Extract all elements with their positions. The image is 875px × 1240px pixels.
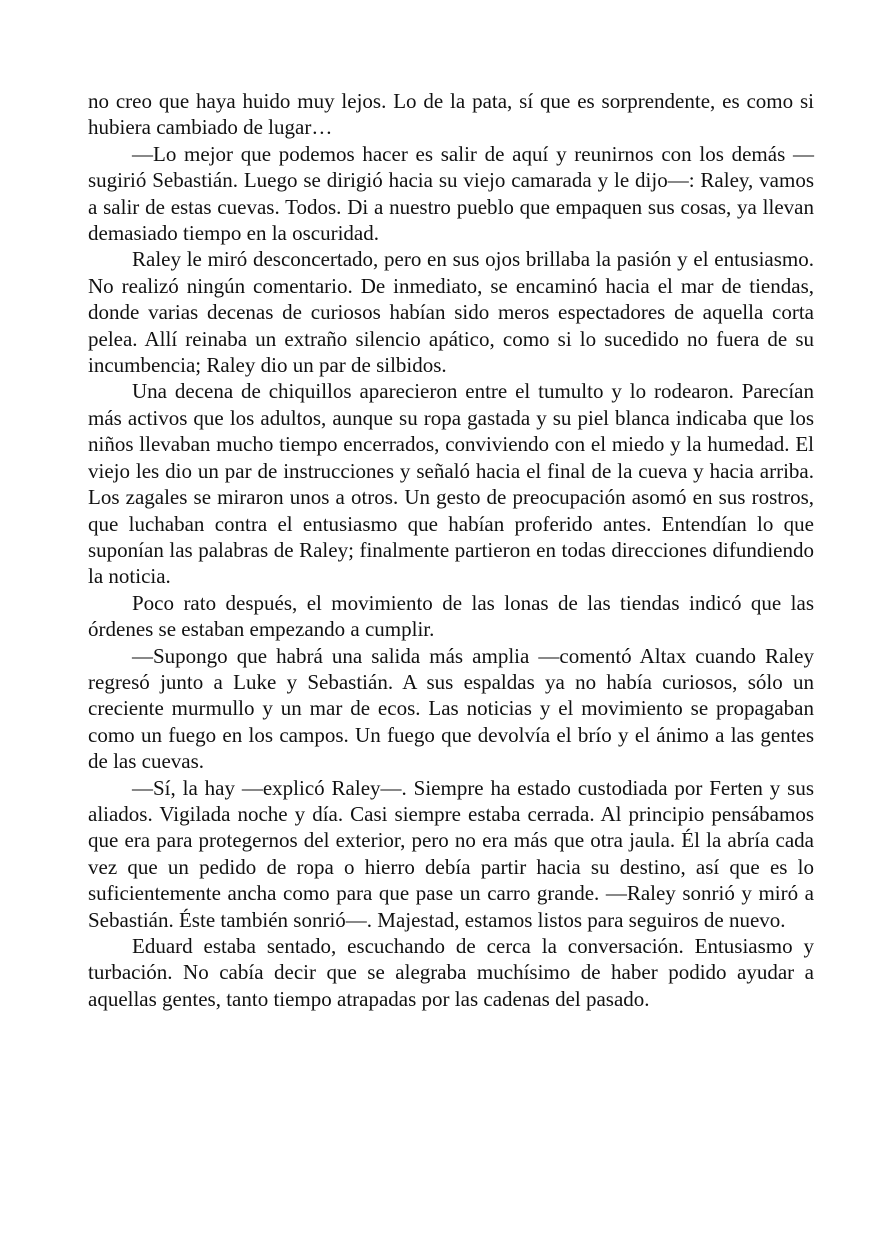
paragraph: Una decena de chiquillos aparecieron entre el tumulto y lo rodearon. Parecían más activos que los adultos, aunque su ropa gastada y su piel blanca indicaba que los niños llevaban mucho tiempo encerrados, conviviendo con el miedo y la humedad. El viejo les dio un par de instrucciones y señaló hacia el final de la cueva y hacia arriba. Los zagales se miraron unos a otros. Un gesto de preocupación asomó en sus rostros, que luchaban contra el entusiasmo que habían proferido antes. Entendían lo que suponían las palabras de Raley; finalmente partieron en todas direcciones difundiendo la noticia. <box>88 379 814 589</box>
paragraph: Eduard estaba sentado, escuchando de cerca la conversación. Entusiasmo y turbación. No cabía decir que se alegraba muchísimo de haber podido ayudar a aquellas gentes, tanto tiempo atrapadas por las cadenas del pasado. <box>88 934 814 1011</box>
paragraph: Raley le miró desconcertado, pero en sus ojos brillaba la pasión y el entusiasmo. No realizó ningún comentario. De inmediato, se encaminó hacia el mar de tiendas, donde varias decenas de curiosos habían sido meros espectadores de aquella corta pelea. Allí reinaba un extraño silencio apático, como si lo sucedido no fuera de su incumbencia; Raley dio un par de silbidos. <box>88 247 814 378</box>
paragraph: —Lo mejor que podemos hacer es salir de aquí y reunirnos con los demás —sugirió Sebastián. Luego se dirigió hacia su viejo camarada y le dijo—: Raley, vamos a salir de estas cuevas. Todos. Di a nuestro pueblo que empaquen sus cosas, ya llevan demasiado tiempo en la oscuridad. <box>88 141 814 246</box>
paragraph: —Sí, la hay —explicó Raley—. Siempre ha estado custodiada por Ferten y sus aliados. Vigilada noche y día. Casi siempre estaba cerrada. Al principio pensábamos que era para protegernos del exterior, pero no era más que otra jaula. Él la abría cada vez que un pedido de ropa o hierro debía partir hacia su destino, así que es lo suficientemente ancha como para que pase un carro grande. —Raley sonrió y miró a Sebastián. Éste también sonrió—. Majestad, estamos listos para seguiros de nuevo. <box>88 775 814 932</box>
paragraph: Poco rato después, el movimiento de las lonas de las tiendas indicó que las órdenes se estaban empezando a cumplir. <box>88 590 814 642</box>
document-page <box>88 88 814 1012</box>
paragraph: no creo que haya huido muy lejos. Lo de la pata, sí que es sorprendente, es como si hubiera cambiado de lugar… <box>88 89 814 140</box>
paragraph: —Supongo que habrá una salida más amplia —comentó Altax cuando Raley regresó junto a Luke y Sebastián. A sus espaldas ya no había curiosos, sólo un creciente murmullo y un mar de ecos. Las noticias y el movimiento se propagaban como un fuego en los campos. Un fuego que devolvía el brío y el ánimo a las gentes de las cuevas. <box>88 643 814 774</box>
